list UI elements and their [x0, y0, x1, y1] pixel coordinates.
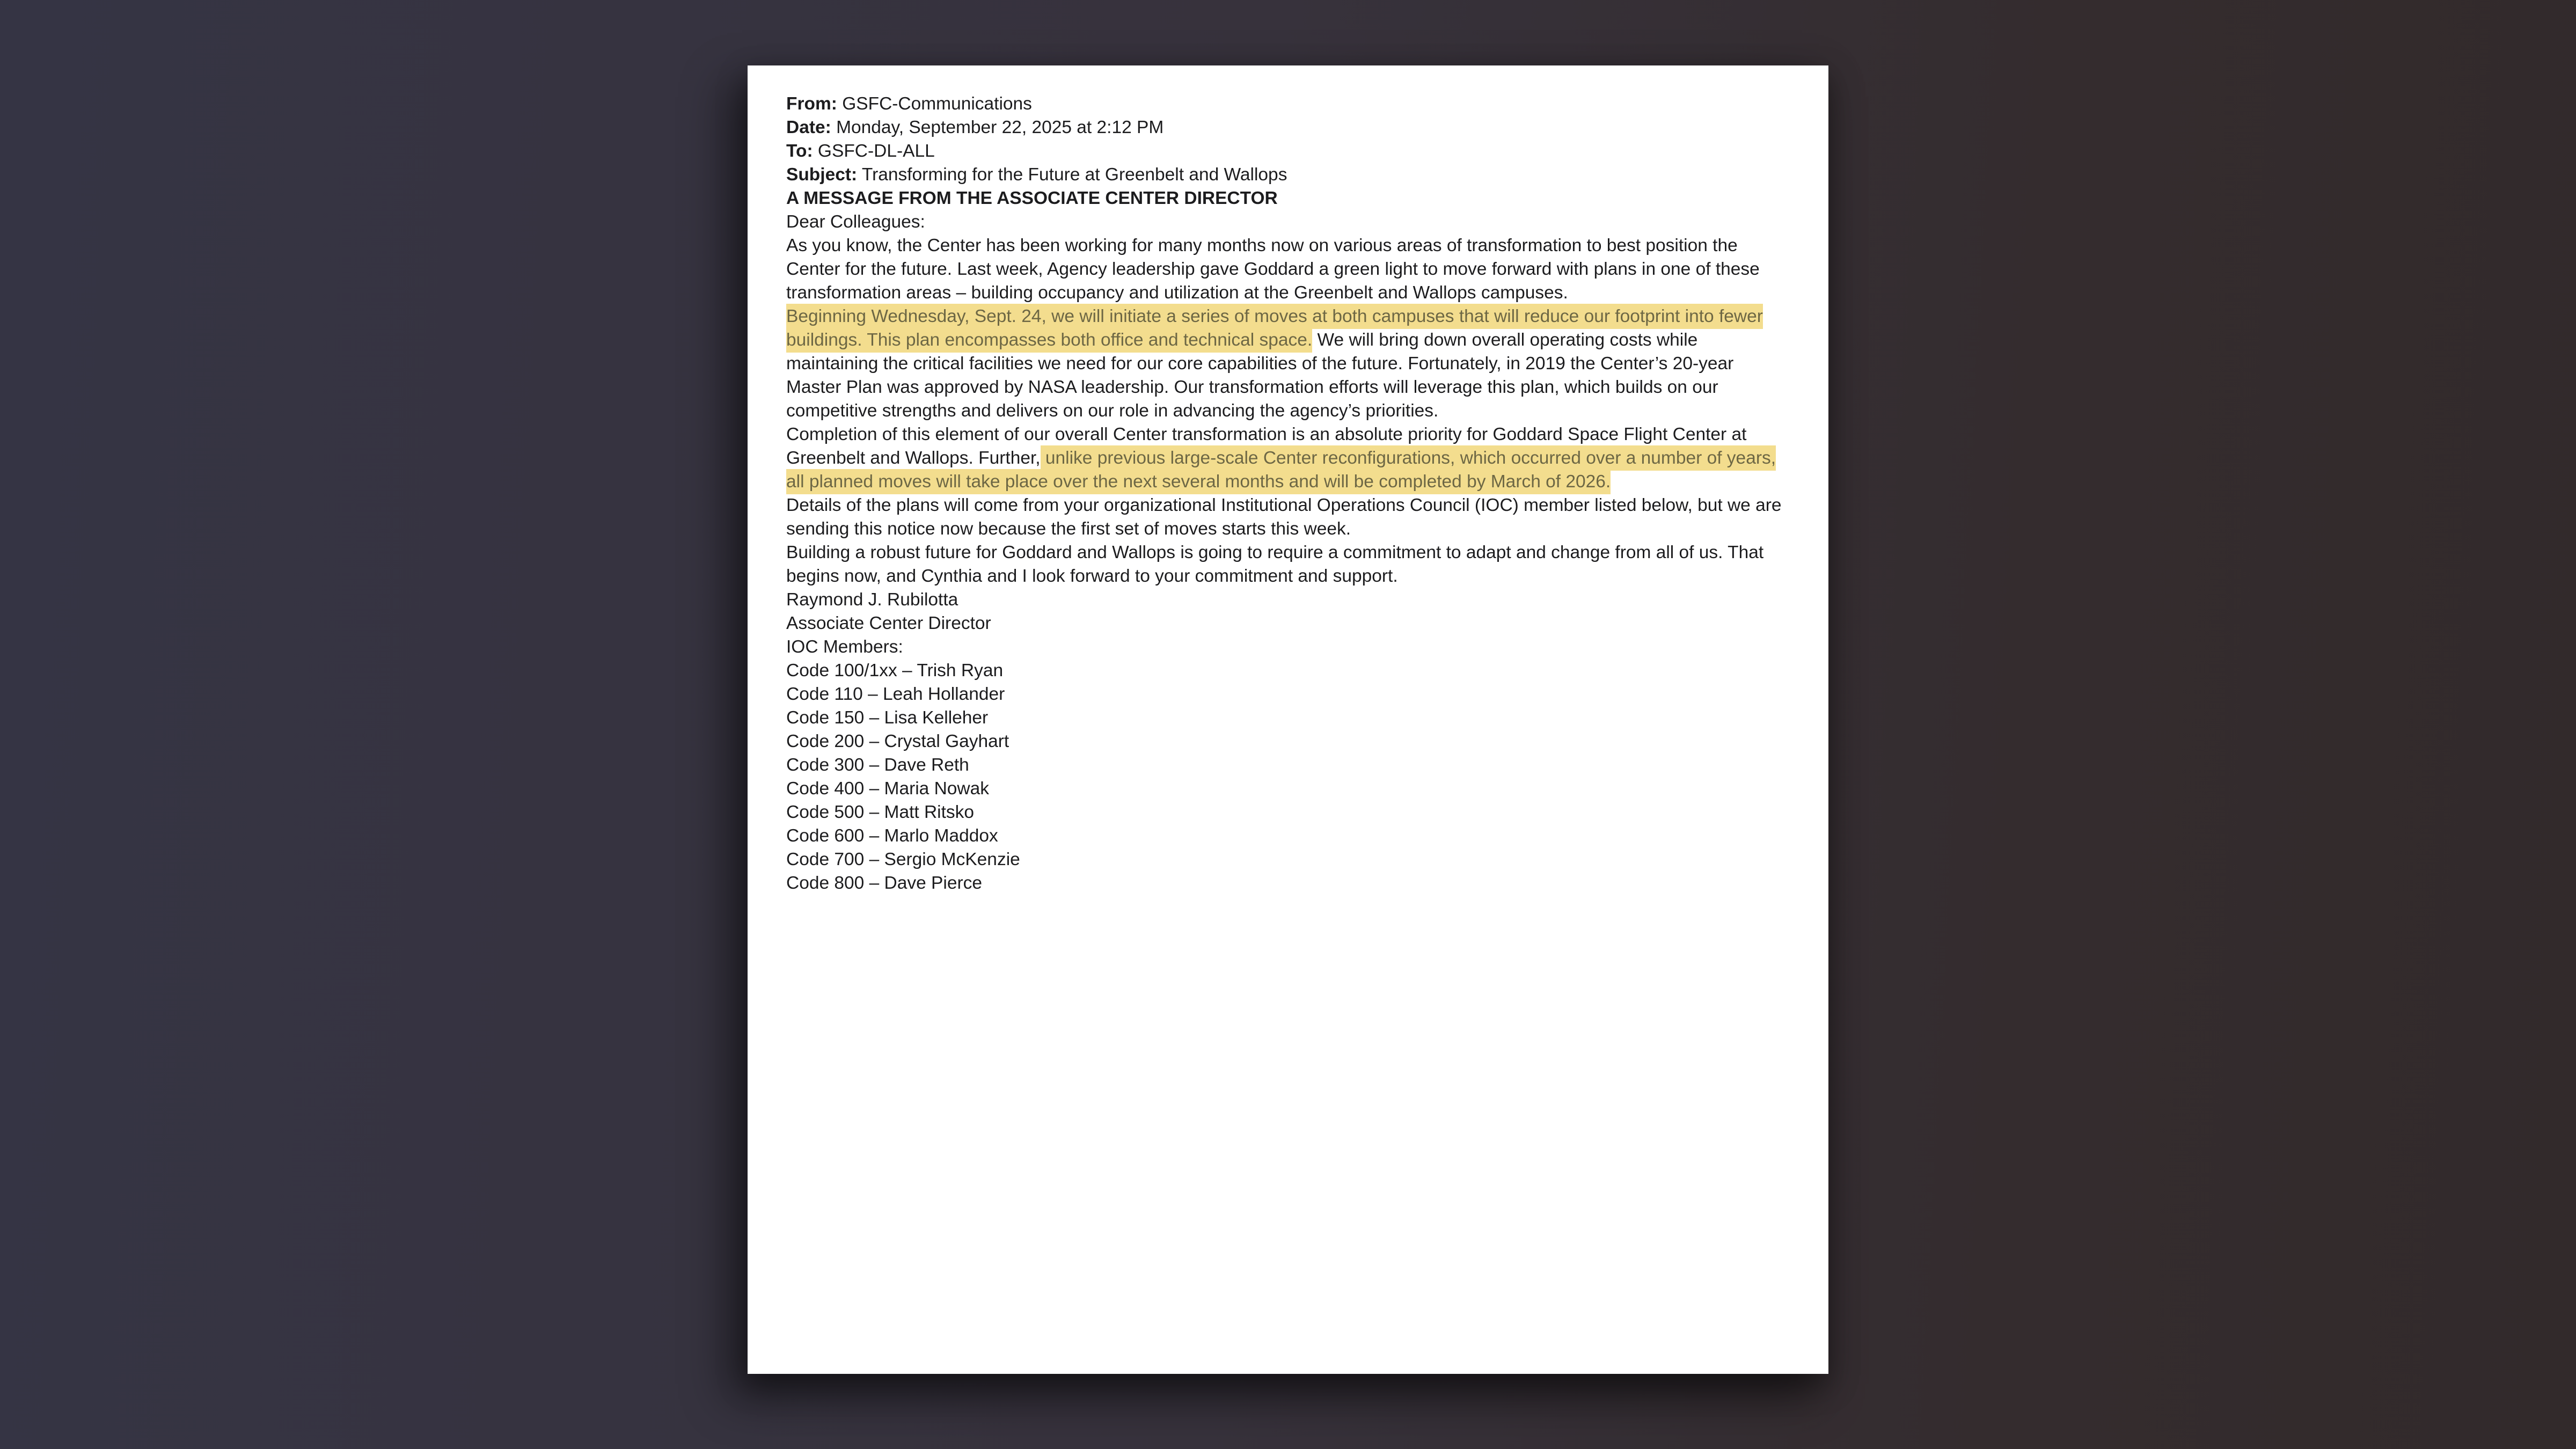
body-paragraph-3	[786, 423, 1793, 494]
header-label-to: To:	[786, 141, 813, 161]
ioc-member-400: Code 400 – Maria Nowak	[786, 779, 990, 799]
paragraph-text: As you know, the Center has been working for many months now on various areas of transformation to best position the Center for the future. Last week, Agency leadership gave Goddard a green light to move forward with plans in one of these transformation areas – building occupancy and utilization at the Greenbelt and Wallops campuses.	[786, 236, 1760, 303]
ioc-member-500: Code 500 – Matt Ritsko	[786, 802, 975, 822]
header-field-subject	[786, 163, 1793, 187]
ioc-heading: IOC Members:	[786, 637, 903, 657]
header-value-date: Monday, September 22, 2025 at 2:12 PM	[836, 118, 1164, 137]
body-paragraph-4	[786, 494, 1793, 541]
header-label-subject: Subject:	[786, 165, 858, 185]
signature-title: Associate Center Director	[786, 613, 991, 633]
header-label-from: From:	[786, 94, 837, 114]
message-banner: A MESSAGE FROM THE ASSOCIATE CENTER DIRECTOR	[786, 188, 1278, 208]
ioc-member-150: Code 150 – Lisa Kelleher	[786, 708, 989, 728]
ioc-member-700: Code 700 – Sergio McKenzie	[786, 850, 1020, 869]
header-field-from	[786, 92, 1793, 116]
highlighted-text: unlike previous large-scale Center reconfigurations, which occurred over a number of years, all planned moves will take place over the next several months and will be completed by March of 2026.	[786, 445, 1776, 494]
header-field-to	[786, 140, 1793, 163]
paragraph-text: Completion of this element of our overall Center transformation is an absolute priority for Goddard Space Flight Center at Greenbelt and Wallops. Further,	[786, 425, 1747, 468]
ioc-member-300: Code 300 – Dave Reth	[786, 755, 969, 775]
email-page	[748, 65, 1828, 1374]
ioc-member-110: Code 110 – Leah Hollander	[786, 684, 1005, 704]
body-paragraph-5	[786, 541, 1793, 588]
body-paragraph-2	[786, 305, 1793, 423]
highlighted-text: Beginning Wednesday, Sept. 24, we will initiate a series of moves at both campuses that will reduce our footprint into fewer buildings. This plan encompasses both office and technical space.	[786, 304, 1763, 353]
paragraph-text: Building a robust future for Goddard and Wallops is going to require a commitment to adapt and change from all of us. That begins now, and Cynthia and I look forward to your commitment and support.	[786, 543, 1764, 586]
body-paragraph-1	[786, 234, 1793, 305]
paragraph-text: Details of the plans will come from your organizational Institutional Operations Council (IOC) member listed below, but we are sending this notice now because the first set of moves starts this week.	[786, 495, 1782, 539]
signature-name: Raymond J. Rubilotta	[786, 590, 958, 610]
header-label-date: Date:	[786, 118, 831, 137]
salutation: Dear Colleagues:	[786, 212, 925, 232]
header-value-from: GSFC-Communications	[842, 94, 1032, 114]
ioc-member-100: Code 100/1xx – Trish Ryan	[786, 661, 1004, 680]
header-field-date	[786, 116, 1793, 140]
paragraph-text: We will bring down overall operating costs while maintaining the critical facilities we need for our core capabilities of the future. Fortunately, in 2019 the Center’s 20-year Master Plan was approved by NASA leadership. Our transformation efforts will leverage this plan, which builds on our competitive strengths and delivers on our role in advancing the agency’s priorities.	[786, 330, 1734, 421]
header-value-to: GSFC-DL-ALL	[817, 141, 935, 161]
header-value-subject: Transforming for the Future at Greenbelt and Wallops	[861, 165, 1287, 185]
ioc-member-600: Code 600 – Marlo Maddox	[786, 826, 998, 846]
ioc-member-800: Code 800 – Dave Pierce	[786, 873, 982, 893]
ioc-member-200: Code 200 – Crystal Gayhart	[786, 731, 1009, 751]
